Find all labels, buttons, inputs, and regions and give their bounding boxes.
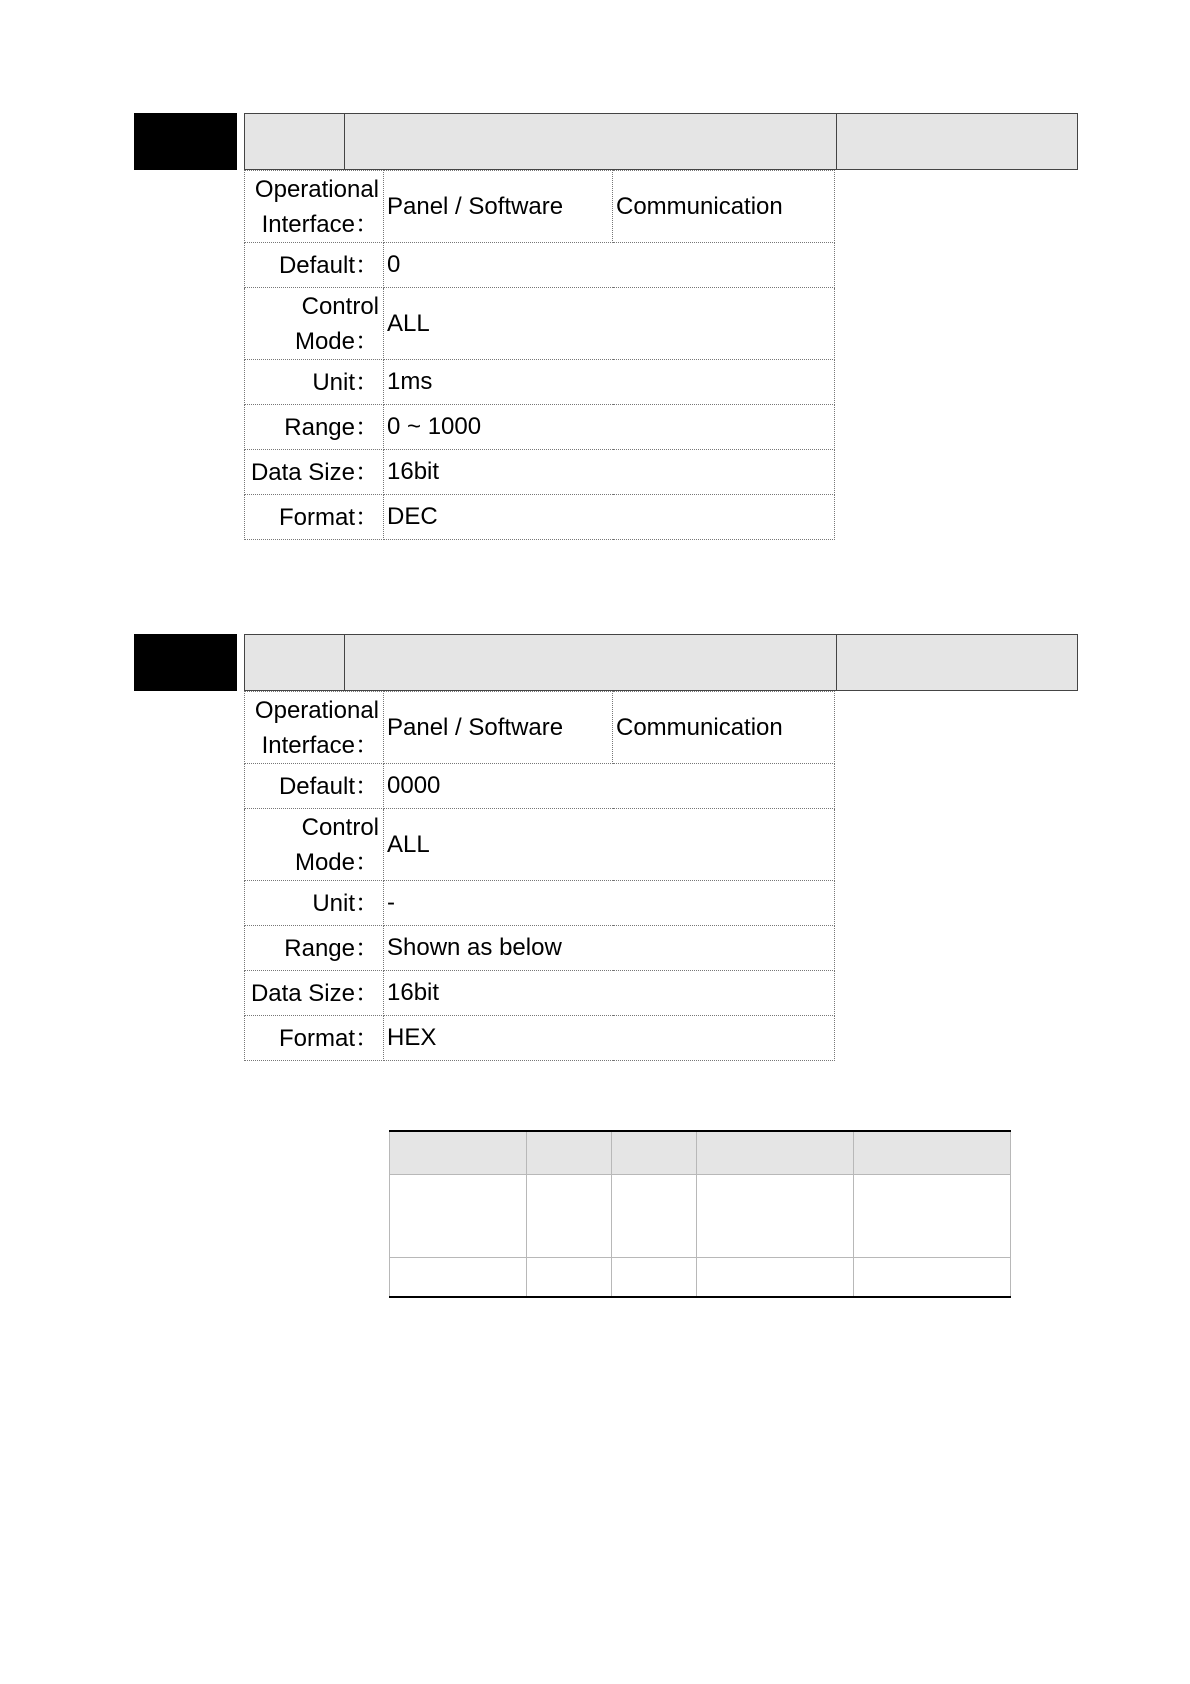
- default-value: 0: [384, 243, 835, 288]
- default-label: Default：: [245, 764, 384, 809]
- format-value: DEC: [384, 495, 835, 540]
- format-label: Format：: [245, 1016, 384, 1061]
- table-cell: [527, 1175, 612, 1258]
- interface-panel-value: Panel / Software: [384, 692, 613, 764]
- table-cell: [390, 1175, 527, 1258]
- parameter-table: [244, 170, 835, 540]
- table-cell: [612, 1131, 697, 1175]
- data-size-label: Data Size：: [245, 971, 384, 1016]
- data-size-value: 16bit: [384, 450, 835, 495]
- parameter-header-bar: [244, 634, 1078, 691]
- table-cell: [697, 1131, 854, 1175]
- interface-comm-value: Communication: [613, 171, 835, 243]
- default-value: 0000: [384, 764, 835, 809]
- table-cell: [527, 1131, 612, 1175]
- table-cell: [612, 1258, 697, 1298]
- bit-definition-table: [389, 1130, 1011, 1298]
- table-cell: [390, 1258, 527, 1298]
- interface-comm-value: Communication: [613, 692, 835, 764]
- range-label: Range：: [245, 926, 384, 971]
- table-cell: [527, 1258, 612, 1298]
- data-size-value: 16bit: [384, 971, 835, 1016]
- parameter-code-tab: [134, 113, 237, 170]
- interface-panel-value: Panel / Software: [384, 171, 613, 243]
- table-header-row: [390, 1131, 1011, 1175]
- parameter-header-bar: [244, 113, 1078, 170]
- table-cell: [697, 1258, 854, 1298]
- parameter-code-tab: [134, 634, 237, 691]
- control-mode-label: Control Mode：: [245, 809, 384, 881]
- interface-label: Operational Interface：: [245, 692, 384, 764]
- default-label: Default：: [245, 243, 384, 288]
- format-value: HEX: [384, 1016, 835, 1061]
- table-cell: [854, 1258, 1011, 1298]
- data-size-label: Data Size：: [245, 450, 384, 495]
- unit-label: Unit：: [245, 360, 384, 405]
- table-cell: [697, 1175, 854, 1258]
- table-row: [390, 1175, 1011, 1258]
- table-row: [390, 1258, 1011, 1298]
- unit-value: 1ms: [384, 360, 835, 405]
- control-mode-value: ALL: [384, 809, 835, 881]
- control-mode-value: ALL: [384, 288, 835, 360]
- range-label: Range：: [245, 405, 384, 450]
- interface-label: Operational Interface：: [245, 171, 384, 243]
- format-label: Format：: [245, 495, 384, 540]
- unit-value: -: [384, 881, 835, 926]
- unit-label: Unit：: [245, 881, 384, 926]
- parameter-table: [244, 691, 835, 1061]
- table-cell: [854, 1175, 1011, 1258]
- range-value: 0 ~ 1000: [384, 405, 835, 450]
- range-value: Shown as below: [384, 926, 835, 971]
- table-cell: [612, 1175, 697, 1258]
- control-mode-label: Control Mode：: [245, 288, 384, 360]
- table-cell: [390, 1131, 527, 1175]
- table-cell: [854, 1131, 1011, 1175]
